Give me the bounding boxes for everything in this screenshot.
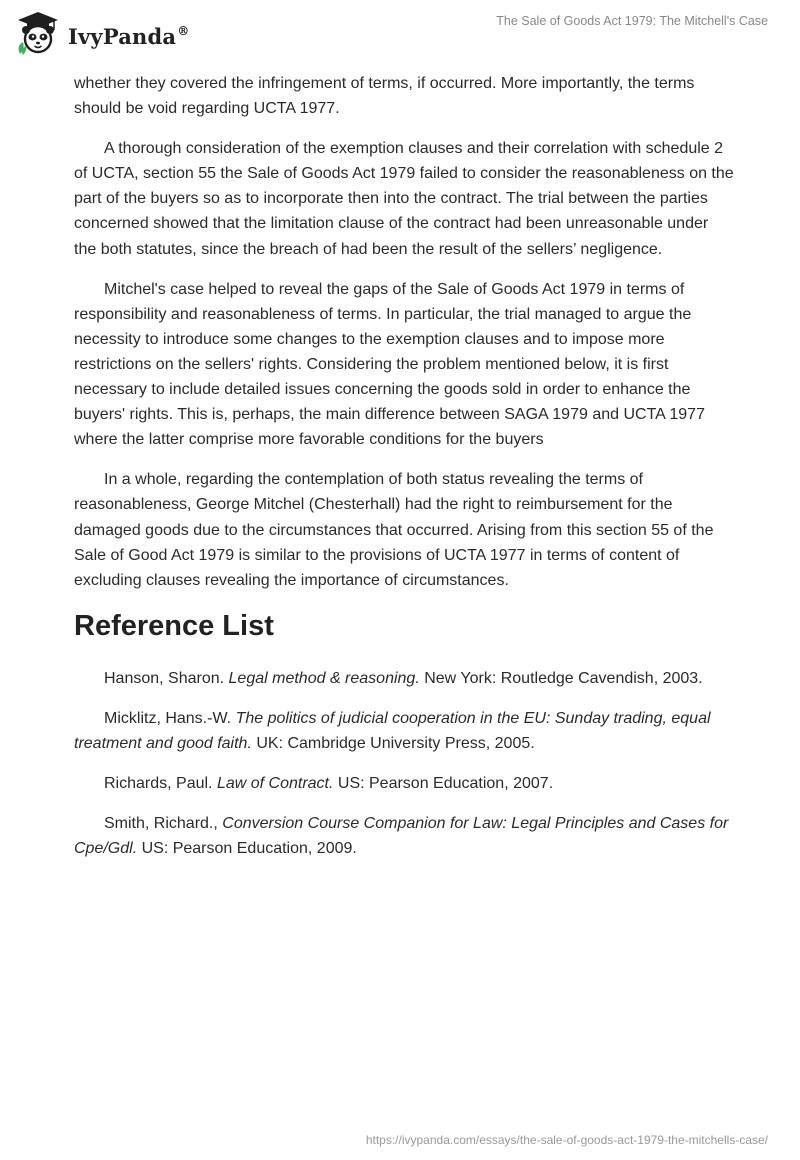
- reference-item: Richards, Paul. Law of Contract. US: Pearson Education, 2007.: [104, 775, 554, 793]
- paragraph: Mitchel's case helped to reveal the gaps of the Sale of Goods Act 1979 in terms of responsibility and reasonableness of terms. In particular, the trial managed to argue the necessity to introduce some changes to the exemption clauses and to impose more restrictions on the sellers' rights. Considering the problem mentioned below, it is first necessary to include detailed issues concerning the goods sold in order to enhance the buyers' rights. This is, perhaps, the main difference between SAGA 1979 and UCTA 1977 where the latter comprise more favorable conditions for the buyers: [74, 280, 705, 449]
- brand-name: IvyPanda®: [68, 23, 190, 49]
- document-title: The Sale of Goods Act 1979: The Mitchell's Case: [496, 14, 768, 28]
- page-header: [0, 0, 800, 66]
- paragraph: In a whole, regarding the contemplation of both status revealing the terms of reasonableness, George Mitchel (Chesterhall) had the right to reimbursement for the damaged goods due to the circumstances that occurred. Arising from this section 55 of the Sale of Good Act 1979 is similar to the provisions of UCTA 1977 in terms of content of excluding clauses revealing the importance of circumstances.: [74, 471, 714, 589]
- reference-list-heading: Reference List: [74, 609, 274, 642]
- paragraph: whether they covered the infringement of terms, if occurred. More importantly, the terms should be void regarding UCTA 1977.: [74, 75, 695, 118]
- reference-item: Hanson, Sharon. Legal method & reasoning. New York: Routledge Cavendish, 2003.: [104, 669, 703, 687]
- panda-graduate-icon: [14, 10, 62, 56]
- reference-item: Micklitz, Hans.-W. The politics of judicial cooperation in the EU: Sunday trading, equal treatment and good faith. UK: Cambridge University Press, 2005.: [74, 709, 711, 752]
- paragraph: A thorough consideration of the exemption clauses and their correlation with schedule 2 of UCTA, section 55 the Sale of Goods Act 1979 failed to consider the reasonableness on the part of the buyers so as to incorporate then into the contract. The trial between the parties concerned showed that the limitation clause of the contract had been unreasonable under the both statutes, since the breach of had been the result of the sellers’ negligence.: [74, 140, 734, 258]
- reference-item: Smith, Richard., Conversion Course Companion for Law: Legal Principles and Cases for Cpe/Gdl. US: Pearson Education, 2009.: [74, 815, 729, 858]
- ivypanda-logo[interactable]: [14, 8, 189, 58]
- essay-content: [74, 71, 734, 876]
- source-url[interactable]: https://ivypanda.com/essays/the-sale-of-goods-act-1979-the-mitchells-case/: [365, 1133, 768, 1147]
